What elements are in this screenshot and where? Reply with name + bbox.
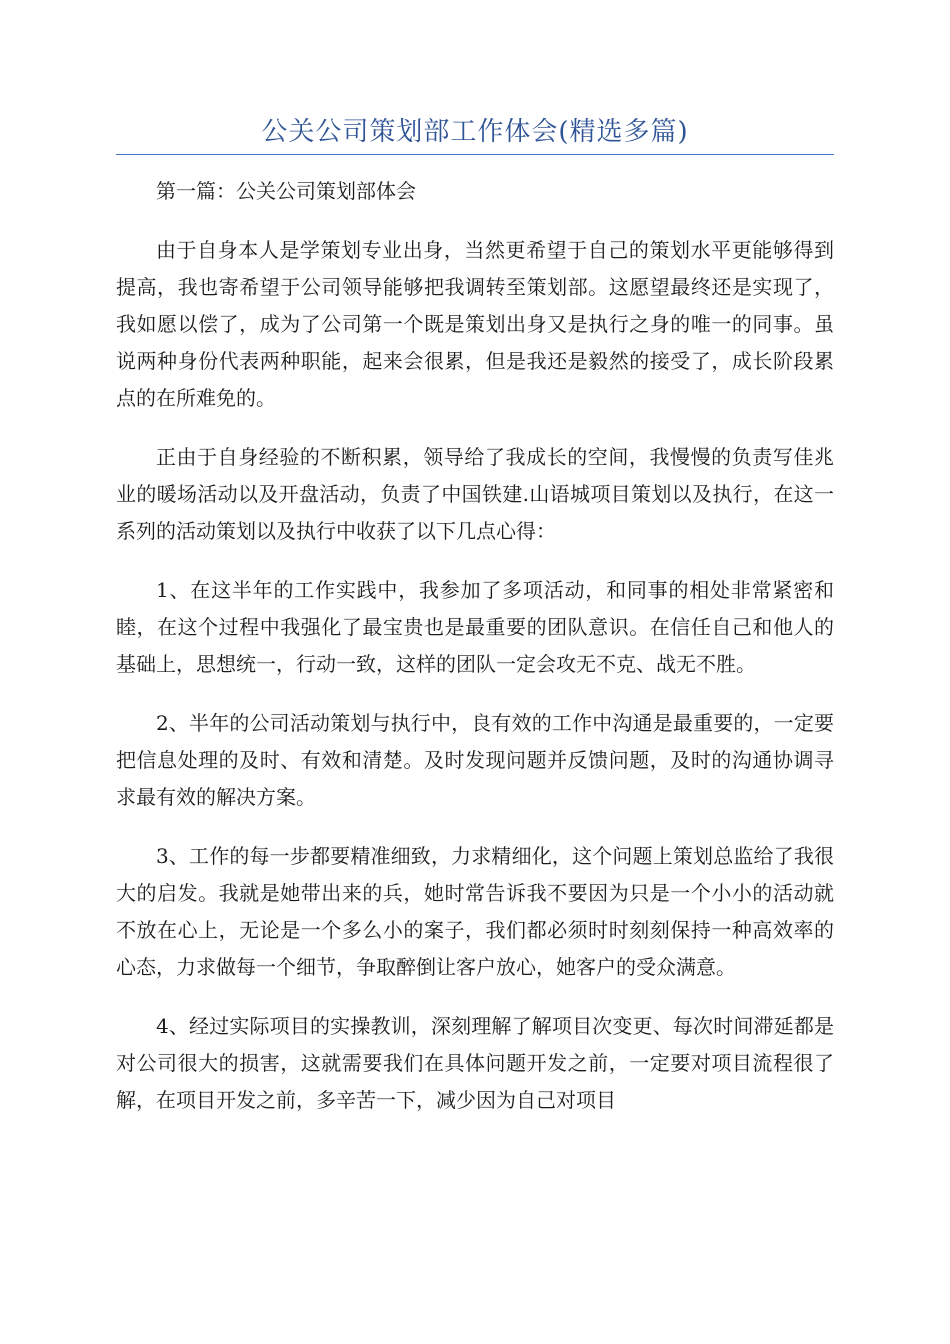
document-body bbox=[116, 173, 834, 1141]
paragraph: 由于自身本人是学策划专业出身，当然更希望于自己的策划水平更能够得到提高，我也寄希望于公司领导能够把我调转至策划部。这愿望最终还是实现了，我如愿以偿了，成为了公司第一个既是策划出身又是执行之身的唯一的同事。虽说两种身份代表两种职能，起来会很累，但是我还是毅然的接受了，成长阶段累点的在所难免的。 bbox=[116, 238, 834, 410]
paragraph: 正由于自身经验的不断积累，领导给了我成长的空间，我慢慢的负责写佳兆业的暖场活动以及开盘活动，负责了中国铁建.山语城项目策划以及执行，在这一系列的活动策划以及执行中收获了以下几点心得： bbox=[116, 445, 834, 543]
title-underline bbox=[116, 154, 834, 155]
list-paragraph: 4、经过实际项目的实操教训，深刻理解了解项目次变更、每次时间滞延都是对公司很大的损害，这就需要我们在具体问题开发之前，一定要对项目流程很了解，在项目开发之前，多辛苦一下，减少因为自己对项目 bbox=[116, 1014, 834, 1112]
list-paragraph: 2、半年的公司活动策划与执行中，良有效的工作中沟通是最重要的，一定要把信息处理的及时、有效和清楚。及时发现问题并反馈问题，及时的沟通协调寻求最有效的解决方案。 bbox=[116, 711, 834, 809]
document-title: 公关公司策划部工作体会(精选多篇) bbox=[261, 117, 689, 147]
section-heading: 第一篇：公关公司策划部体会 bbox=[156, 179, 416, 203]
list-paragraph: 1、在这半年的工作实践中，我参加了多项活动，和同事的相处非常紧密和睦，在这个过程中我强化了最宝贵也是最重要的团队意识。在信任自己和他人的基础上，思想统一，行动一致，这样的团队一定会攻无不克、战无不胜。 bbox=[116, 578, 834, 676]
list-paragraph: 3、工作的每一步都要精准细致，力求精细化，这个问题上策划总监给了我很大的启发。我就是她带出来的兵，她时常告诉我不要因为只是一个小小的活动就不放在心上，无论是一个多么小的案子，我们都必须时时刻刻保持一种高效率的心态，力求做每一个细节，争取醉倒让客户放心，她客户的受众满意。 bbox=[116, 844, 834, 979]
